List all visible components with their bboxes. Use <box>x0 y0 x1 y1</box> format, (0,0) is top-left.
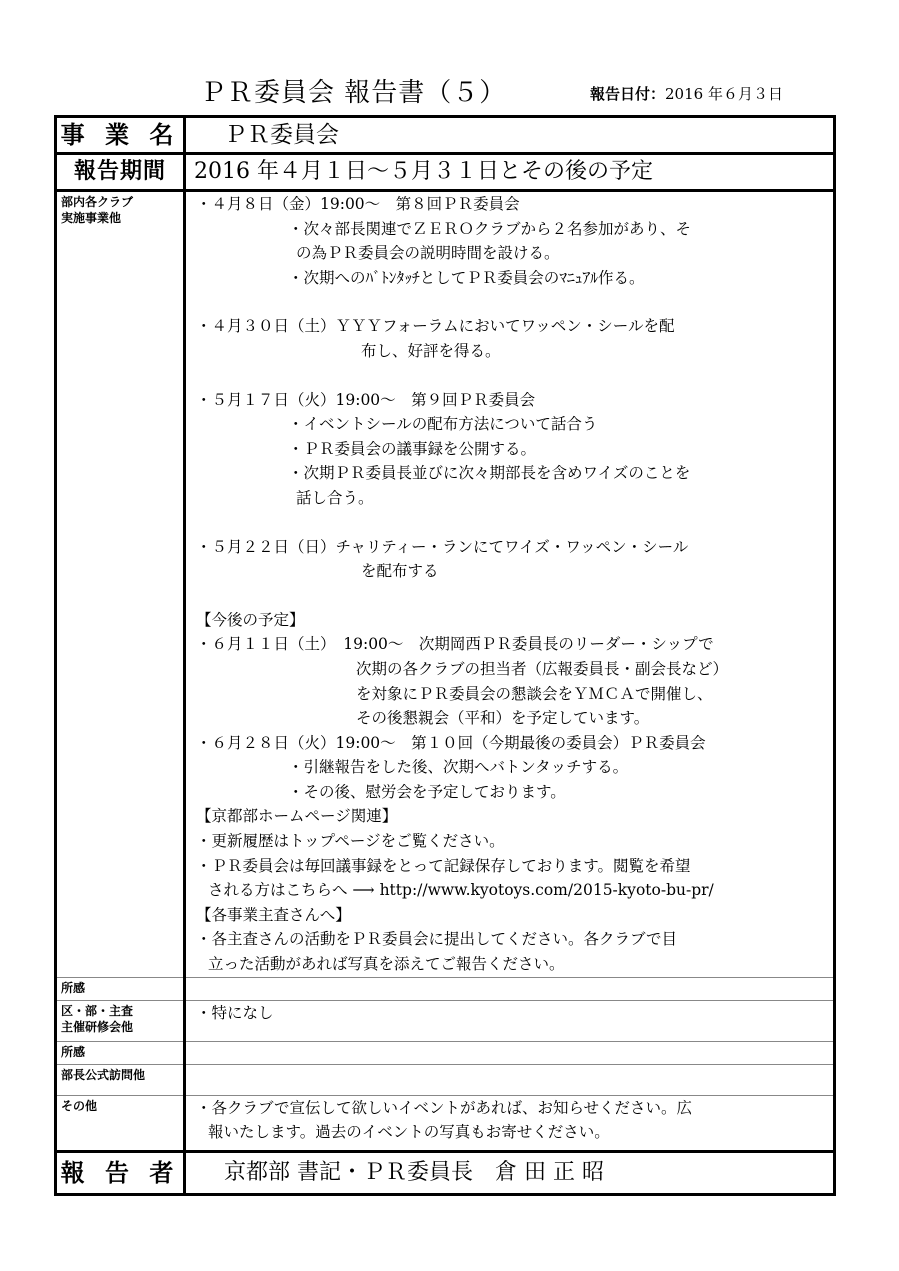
activity-line: ・５月２２日（日）チャリティー・ランにてワイズ・ワッペン・シール <box>196 537 689 556</box>
activity-link-line: される方はこちらへ ⟶ http://www.kyotoys.com/2015-kyoto-bu-pr/ <box>208 881 714 900</box>
activity-line: ・ＰＲ委員会の議事録を公開する。 <box>288 439 537 458</box>
activity-line: ・次期ＰＲ委員長並びに次々期部長を含めワイズのことを <box>288 464 691 483</box>
reporter-label: 報 告 者 <box>60 1158 180 1187</box>
activity-heading: 【今後の予定】 <box>196 610 305 629</box>
district-value: ・特になし <box>185 1000 835 1041</box>
activity-line: その後懇親会（平和）を予定しています。 <box>356 709 650 728</box>
other-value <box>185 1095 835 1151</box>
activity-heading: 【京都部ホームページ関連】 <box>196 807 398 826</box>
activity-line: ・更新履歴はトップページをご覧ください。 <box>196 832 505 851</box>
district-label-line2: 主催研修会他 <box>61 1019 134 1034</box>
activity-line: ・４月８日（金）19:00～ 第８回ＰＲ委員会 <box>196 195 520 213</box>
district-label <box>56 1000 185 1041</box>
period-label: 報告期間 <box>56 154 185 191</box>
other-line: ・各クラブで宣伝して欲しいイベントがあれば、お知らせください。広 <box>196 1098 693 1117</box>
visit-value <box>185 1064 835 1095</box>
visit-row <box>56 1064 835 1095</box>
activity-line: ・５月１７日（火）19:00～ 第９回ＰＲ委員会 <box>196 390 536 409</box>
project-value: ＰＲ委員会 <box>185 117 835 154</box>
activities-content <box>185 191 835 978</box>
report-date <box>590 83 783 104</box>
activity-line: ・引継報告をした後、次期へバトンタッチする。 <box>288 758 629 777</box>
activities-label <box>56 191 185 978</box>
report-date-label: 報告日付： <box>590 85 666 103</box>
district-label-line1: 区・部・主査 <box>61 1003 134 1018</box>
activity-line: 布し、好評を得る。 <box>361 341 501 360</box>
impressions2-label: 所感 <box>56 1041 185 1064</box>
activity-heading: 【各事業主査さんへ】 <box>196 905 351 924</box>
activity-line: 立った活動があれば写真を添えてご報告ください。 <box>208 955 565 974</box>
other-label: その他 <box>56 1095 185 1151</box>
activity-line: を対象にＰＲ委員会の懇談会をＹＭＣＡで開催し、 <box>356 684 713 703</box>
activity-line: ・イベントシールの配布方法について話合う <box>288 415 598 434</box>
other-row <box>56 1095 835 1151</box>
activities-row <box>56 191 835 978</box>
impressions-value <box>185 977 835 1000</box>
other-line: 報いたします。過去のイベントの写真もお寄せください。 <box>208 1123 610 1142</box>
impressions2-value <box>185 1041 835 1064</box>
activity-line: 話し合う。 <box>296 488 374 507</box>
report-title: ＰＲ委員会 報告書（５） <box>200 78 507 108</box>
district-row <box>56 1000 835 1041</box>
visit-label: 部長公式訪問他 <box>56 1064 185 1095</box>
reporter-row <box>56 1151 835 1194</box>
impressions-label: 所感 <box>56 977 185 1000</box>
period-row <box>56 154 835 191</box>
activity-line: ・その後、慰労会を予定しております。 <box>288 782 566 801</box>
impressions2-row <box>56 1041 835 1064</box>
reporter-value: 京都部 書記・ＰＲ委員長 倉 田 正 昭 <box>185 1151 835 1194</box>
activity-line: ・６月２８日（火）19:00～ 第１０回（今期最後の委員会）ＰＲ委員会 <box>196 733 706 752</box>
activities-label-line1: 部内各クラブ <box>61 195 134 209</box>
report-table <box>54 115 836 1196</box>
period-value: 2016 年４月１日～５月３１日とその後の予定 <box>185 154 835 191</box>
project-row <box>56 117 835 154</box>
activity-line: 次期の各クラブの担当者（広報委員長・副会長など） <box>356 659 729 678</box>
activity-line: ・各主査さんの活動をＰＲ委員会に提出してください。各クラブで目 <box>196 930 677 949</box>
activities-label-line2: 実施事業他 <box>61 211 122 225</box>
activity-line: ・４月３０日（土）ＹＹＹフォーラムにおいてワッペン・シールを配 <box>196 317 675 336</box>
activity-line: の為ＰＲ委員会の説明時間を設ける。 <box>296 244 560 263</box>
activity-line: を配布する <box>361 562 439 581</box>
activity-line: ・６月１１日（土） 19:00～ 次期岡西ＰＲ委員長のリーダー・シップで <box>196 635 714 654</box>
activity-line: ・次々部長関連でＺＥＲＯクラブから２名参加があり、そ <box>288 219 692 238</box>
impressions-row <box>56 977 835 1000</box>
project-label: 事 業 名 <box>56 117 185 154</box>
activity-line: ・ＰＲ委員会は毎回議事録をとって記録保存しております。閲覧を希望 <box>196 856 691 875</box>
activity-line: ・次期へのﾊﾞﾄﾝﾀｯﾁとしてＰＲ委員会のﾏﾆｭｱﾙ作る。 <box>288 268 645 287</box>
report-date-value: 2016 年６月３日 <box>665 85 783 103</box>
